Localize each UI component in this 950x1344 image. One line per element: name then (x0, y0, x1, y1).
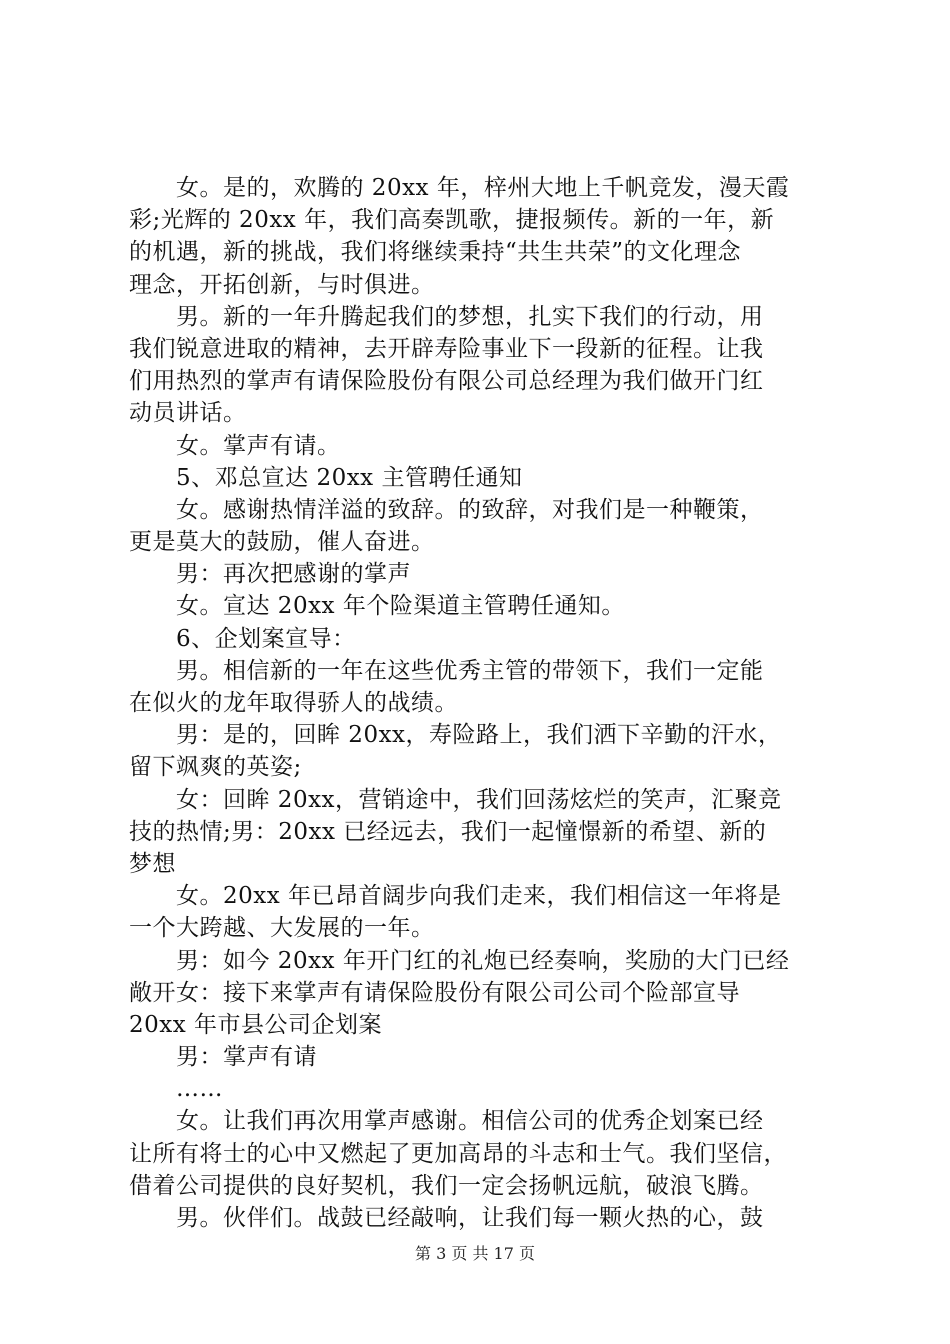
text-line: 女。让我们再次用掌声感谢。相信公司的优秀企划案已经 (176, 1108, 764, 1135)
text-line: 一个大跨越、大发展的一年。 (129, 915, 435, 942)
text-line: 梦想 (129, 850, 176, 877)
text-line: 技的热情;男：20xx 已经远去，我们一起憧憬新的希望、新的 (129, 818, 767, 845)
text-line: 女。20xx 年已昂首阔步向我们走来，我们相信这一年将是 (176, 883, 782, 910)
text-line: 女。是的，欢腾的 20xx 年，梓州大地上千帆竞发，漫天霞 (176, 175, 790, 201)
text-line: 女。掌声有请。 (176, 432, 341, 459)
text-line: 男。相信新的一年在这些优秀主管的带领下，我们一定能 (176, 657, 764, 684)
text-line: 理念，开拓创新，与时俱进。 (129, 271, 435, 298)
text-line: 在似火的龙年取得骄人的战绩。 (129, 690, 458, 716)
text-line: 女。宣达 20xx 年个险渠道主管聘任通知。 (176, 593, 625, 620)
text-line: 借着公司提供的良好契机，我们一定会扬帆远航，破浪飞腾。 (129, 1172, 764, 1199)
text-line: 20xx 年市县公司企划案 (129, 1011, 383, 1038)
text-line: …… (176, 1076, 223, 1103)
text-line: 5、邓总宣达 20xx 主管聘任通知 (176, 464, 523, 491)
text-line: 留下飒爽的英姿; (129, 754, 302, 781)
page-footer: 第 3 页 共 17 页 (415, 1244, 535, 1263)
text-line: 男：如今 20xx 年开门红的礼炮已经奏响，奖励的大门已经 (176, 947, 790, 974)
text-line: 让所有将士的心中又燃起了更加高昂的斗志和士气。我们坚信， (129, 1140, 787, 1167)
text-line: 男：掌声有请 (176, 1044, 317, 1071)
text-line: 彩;光辉的 20xx 年，我们高奏凯歌，捷报频传。新的一年，新 (129, 207, 775, 234)
text-line: 动员讲话。 (129, 400, 247, 427)
text-line: 女。感谢热情洋溢的致辞。的致辞，对我们是一种鞭策， (176, 496, 764, 523)
text-line: 更是莫大的鼓励，催人奋进。 (129, 529, 435, 556)
text-line: 6、企划案宣导： (176, 625, 356, 652)
text-line: 敞开女：接下来掌声有请保险股份有限公司公司个险部宣导 (129, 979, 740, 1006)
text-line: 我们锐意进取的精神，去开辟寿险事业下一段新的征程。让我 (129, 335, 764, 362)
text-line: 们用热烈的掌声有请保险股份有限公司总经理为我们做开门红 (129, 368, 764, 395)
text-line: 男。伙伴们。战鼓已经敲响，让我们每一颗火热的心，鼓 (176, 1205, 764, 1231)
text-line: 女：回眸 20xx，营销途中，我们回荡炫烂的笑声，汇聚竞 (176, 786, 782, 813)
text-line: 男：是的，回眸 20xx，寿险路上，我们洒下辛勤的汗水， (176, 722, 782, 749)
document-body (129, 172, 834, 1234)
text-line: 男。新的一年升腾起我们的梦想，扎实下我们的行动，用 (176, 303, 764, 330)
text-line: 男：再次把感谢的掌声 (176, 561, 411, 588)
text-line: 的机遇，新的挑战，我们将继续秉持“共生共荣”的文化理念 (129, 239, 742, 266)
